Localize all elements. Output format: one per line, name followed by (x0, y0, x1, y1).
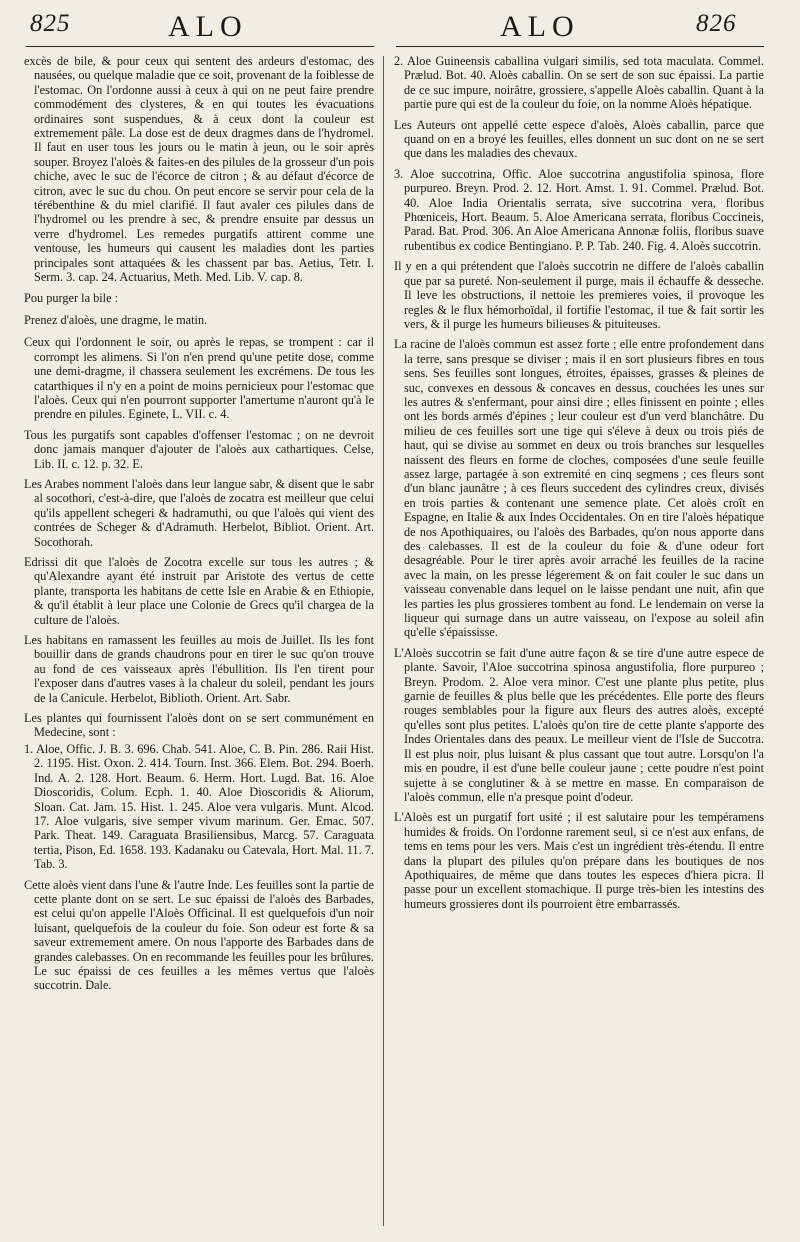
paragraph: Les habitans en ramassent les feuilles au mois de Juillet. Ils les font bouillir dans de grands chaudrons pour en tirer le suc qu'on trouve au fond de ces vaisseaux après l'ébullition. Ils l'en tirent pour l'exposer dans d'autres vases à la chaleur du soleil, pendant les jours de la Canicule. Herbelot, Biblioth. Orient. Art. Sabr. (24, 633, 374, 705)
running-head-right: ALO (500, 10, 580, 43)
paragraph: excès de bile, & pour ceux qui sentent des ardeurs d'estomac, des nausées, ou quelque maladie que ce soit, provenant de la foiblesse de l'estomac. On l'ordonne aussi à ceux à qui on ne peut faire prendre commodément des clysteres, & en qui toutes les évacuations ordinaires sont suspendues, & à ceux dont la couleur est extremement pâle. La dose est de deux dragmes dans de l'hydromel. Il faut en user tous les jours ou le matin à jeun, ou le soir après souper. Broyez l'aloès & faites-en des pilules de la grosseur d'un pois chiche, avec le suc de l'écorce de citron ; & au défaut d'écorce de citron, avec le suc du chou. On peut encore se servir pour cela de la térébenthine & du miel clarifié. Il faut avaler ces pilules dans de l'hydromel ou les prendre à sec, & prendre ensuite par dessus un verre d'hydromel. Les remedes purgatifs attirent comme une ventouse, les humeurs qui causent les maladies dont les parties principales sont attaquées & les chassent par bas. Aetius, Tetr. I. Serm. 3. cap. 24. Actuarius, Meth. Med. Lib. V. cap. 8. (24, 54, 374, 285)
page-header (0, 0, 800, 52)
synonymy-entry: 1. Aloe, Offic. J. B. 3. 696. Chab. 541. Aloe, C. B. Pin. 286. Raii Hist. 2. 1195. Hist. Oxon. 2. 414. Tourn. Inst. 366. Elem. Bot. 294. Boerh. Ind. A. 2. 128. Hort. Beaum. 6. Herm. Hort. Lugd. Bat. 16. Aloe Dioscoridis, Colum. Ecph. 1. 40. Aloe Dioscoridis & Aliorum, Sloan. Cat. Jam. 15. Hist. 1. 245. Aloe vera vulgaris. Munt. Alcod. 17. Aloe vulgaris, sive semper vivum marinum. Ger. Emac. 507. Park. Theat. 149. Caraguata Brasiliensibus, Marcg. 57. Caraguata tertia, Pison, Ed. 1658. 193. Kadanaku ou Catevala, Hort. Mal. 11. 7. Tab. 3. (24, 741, 374, 872)
paragraph: L'Aloès succotrin se fait d'une autre façon & se tire d'une autre espece de plante. Savoir, l'Aloe succotrina spinosa angustifolia, flore purpureo ; Breyn. Prodom. 2. Aloe vera minor. C'est une plante plus petite, plus garnie de feuilles & plus belle que les précédentes. Elle porte des fleurs rouges semblables pour la figure aux fleurs des autres aloès, excepté qu'elles sont plus petites. L'aloès qu'on tire de cette plante s'apporte des Indes Orientales dans des peaux. Le meilleur vient de l'Isle de Succotra. Il est plus noir, plus luisant & plus cassant que tout autre. Lorsqu'on l'a mis en poudre, il est d'une belle couleur jaune ; cette poudre n'est point sujette à se conglutiner & à se mettre en masse. En comparaison de l'aloès commun, elle n'a presque point d'odeur. (394, 645, 764, 804)
header-rule-left (26, 46, 374, 47)
page-number-right: 826 (696, 10, 737, 37)
paragraph: La racine de l'aloès commun est assez forte ; elle entre profondement dans la terre, sans presque se diviser ; mais il en sort plusieurs fibres en tous sens. Ses feuilles sont longues, étroites, épaisses, grasses & pleines de suc, convexes en dessous & concaves en dessus, couchées les unes sur les autres & s'enfermant, pour ainsi dire ; elles finissent en pointe ; elles ont les bords armés d'épines ; leur couleur est d'un verd blanchâtre. Du milieu de ces feuilles sort une tige qui s'éleve à deux ou trois piés de haut, qui se divise au sommet en deux ou trois branches sur lesquelles naissent des fleurs en forme de cloches, composées d'une seule feuille assez large, partagée à son extremité en cinq segmens ; ces fleurs sont d'un blanc jaunâtre ; à ces fleurs succedent des cylindres creux, divisés en trois parties & contenant une semence plate. Cet aloès croît en Espagne, en Italie & aux Indes Occidentales. On en tire l'aloès hépatique de nos Apothiquaires, ou l'aloès des Barbades, qu'on nous apporte dans des calebasses. Il est de la couleur du foie & d'une odeur fort desagréable. Pour le tirer après avoir arraché les feuilles de la racine avec la main, on les presse légerement & on fait couler le suc dans un vaisseau convenable dans lequel on le laisse pendant une nuit, afin que les parties les plus grossieres tombent au fond. Le lendemain on verse la liqueur qui surnage dans un autre vaisseau, on l'expose au soleil afin qu'elle s'épaississe. (394, 337, 764, 640)
synonymy-entry: 3. Aloe succotrina, Offic. Aloe succotrina angustifolia spinosa, flore purpureo. Breyn. Prod. 2. 12. Hort. Amst. 1. 91. Commel. Prælud. Bot. 40. Aloe India Orientalis serrata, sive succotrina vera, floribus Phœniceis, Hort. Beaum. 5. Aloe Americana serrata, floribus Coccineis, Parad. Bat. Prod. 306. An Aloe Americana Annonæ foliis, floribus suave rubentibus ex codice Bentingiano. P. P. Tab. 240. Fig. 4. Aloès succotrin. (394, 166, 764, 253)
page-number-left: 825 (30, 10, 71, 37)
right-column (394, 54, 764, 917)
paragraph: Cette aloès vient dans l'une & l'autre Inde. Les feuilles sont la partie de cette plante dont on se sert. Le suc épaissi de l'aloès des Barbades, est celui qu'on appelle l'Aloès Officinal. Il est quelquefois d'un noir luisant, quelquefois de la couleur du foie. Son odeur est forte & sa saveur extremement amere. On nous l'apporte des Barbades dans de grandes calebasses. On en recommande les feuilles pour les brûlures. Le suc épaissi de ces feuilles a les mêmes vertus que l'aloès succotrin. Dale. (24, 877, 374, 993)
left-column (24, 54, 374, 999)
recipe-heading: Pou purger la bile : (24, 290, 119, 305)
paragraph: Edrissi dit que l'aloès de Zocotra excelle sur tous les autres ; & qu'Alexandre ayant été instruit par Aristote des vertus de cette plante, transporta les habitans de cette Isle en Arabie & en Ethiopie, & qu'il établit à leur place une Colonie de Grecs qu'il chargea de la culture de l'aloès. (24, 555, 374, 627)
paragraph: Il y en a qui prétendent que l'aloès succotrin ne differe de l'aloès caballin que par sa pureté. Non-seulement il purge, mais il échauffe & desseche. Il leve les obstructions, il nettoie les premieres voies, il provoque les regles & le flux hémorhoïdal, il fortifie l'estomac, il tue & fait sortir les vers, & il purge les humeurs bilieuses & pituiteuses. (394, 259, 764, 331)
synonymy-entry: 2. Aloe Guineensis caballina vulgari similis, sed tota maculata. Commel. Prælud. Bot. 40. Aloès caballin. On se sert de son suc épaissi. La partie de ce suc impure, noirâtre, grossiere, s'appelle Aloès caballin. Quant à la partie pure qui est de la couleur du foie, on la nomme Aloès hépatique. (394, 54, 764, 112)
header-rule-right (396, 46, 764, 47)
paragraph: L'Aloès est un purgatif fort usité ; il est salutaire pour les tempéramens humides & froids. On l'ordonne rarement seul, si ce n'est aux enfans, de tems en tems pour les vers. Mais c'est un ingrédient très-étendu. Il entre dans la plupart des pilules qu'on prépare dans les boutiques de nos Apothiquaires, de même que dans toutes les especes d'hiera picra. Il passe pour un excellent stomachique. Il purge très-bien les intestins des humeurs grossieres dont ils pourroient être embarrassés. (394, 810, 764, 911)
paragraph: Tous les purgatifs sont capables d'offenser l'estomac ; on ne devroit donc jamais manquer d'ajouter de l'aloès aux cathartiques. Celse, Lib. II. c. 12. p. 32. E. (24, 427, 374, 471)
paragraph: Les Arabes nomment l'aloès dans leur langue sabr, & disent que le sabr al socothori, c'est-à-dire, que l'aloès de zocatra est meilleur que celui qu'ils appellent schegeri & hadramuthi, ou que l'aloès qui vient des contrées de Scheger & d'Adramuth. Herbelot, Bibliot. Orient. Art. Socothorah. (24, 476, 374, 549)
paragraph: Ceux qui l'ordonnent le soir, ou après le repas, se trompent : car il corrompt les alimens. Si l'on n'en prend qu'une petite dose, comme une demi-dragme, il chassera seulement les excrémens. De tous les catarthiques il n'y en a point de moins pernicieux pour l'estomac que l'aloès. Ceux qui n'en pourront supporter l'amertume n'auront qu'à le prendre en pilules. Eginete, L. VII. c. 4. (24, 335, 374, 422)
paragraph: Les Auteurs ont appellé cette espece d'aloès, Aloès caballin, parce que quand on en a broyé les feuilles, elles donnent un suc dont on ne se sert que dans les maladies des chevaux. (394, 117, 764, 161)
running-head-left: ALO (168, 10, 248, 43)
column-divider (383, 56, 384, 1226)
paragraph: Les plantes qui fournissent l'aloès dont on se sert communément en Medecine, sont : (24, 711, 374, 740)
recipe-line: Prenez d'aloès, une dragme, le matin. (24, 312, 208, 327)
